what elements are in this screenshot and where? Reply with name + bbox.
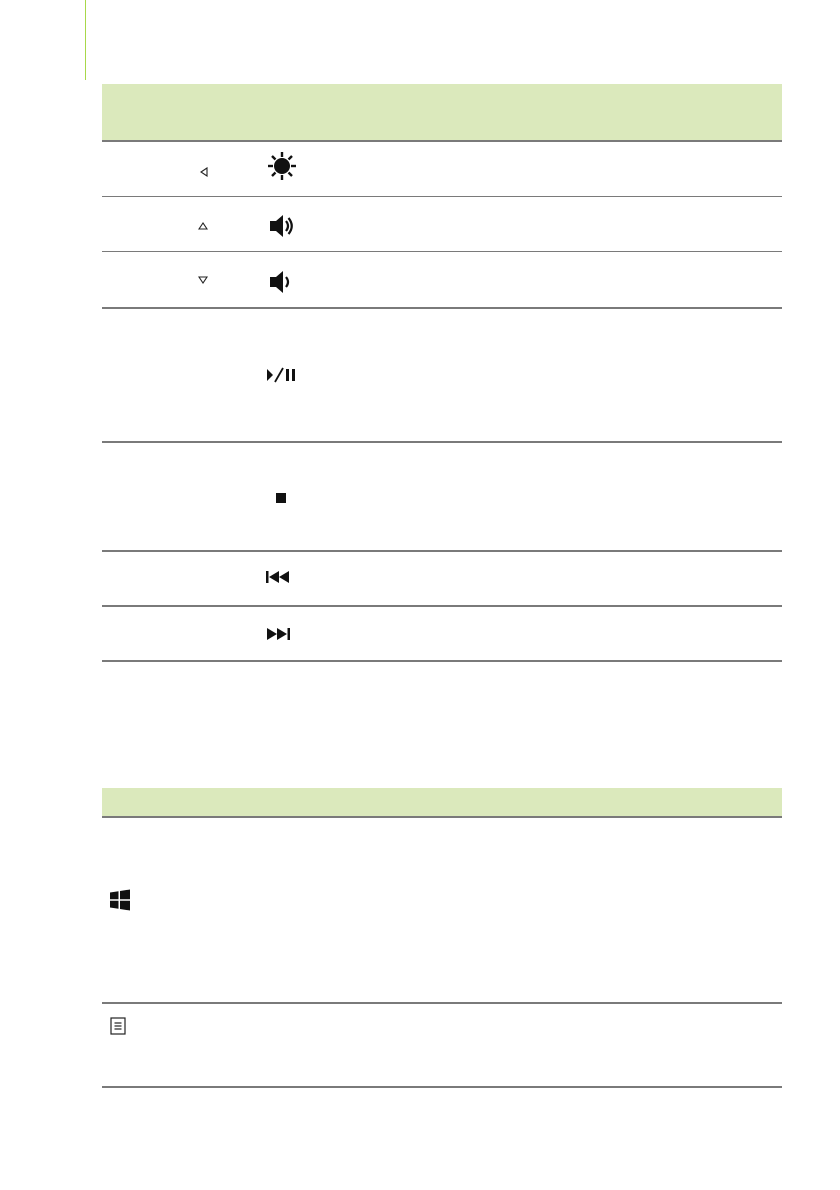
triangle-left-icon	[198, 166, 210, 178]
application-menu-icon	[108, 1015, 128, 1037]
table-bottom-rule	[102, 660, 782, 662]
hotkey-table	[102, 84, 782, 140]
row-rule	[102, 441, 782, 443]
triangle-down-icon	[196, 274, 210, 286]
row-rule	[102, 550, 782, 552]
row-rule	[102, 605, 782, 607]
row-rule	[102, 251, 782, 252]
volume-down-icon	[266, 267, 298, 297]
margin-accent-line	[85, 0, 86, 80]
triangle-up-icon	[196, 220, 210, 232]
stop-icon	[272, 489, 290, 507]
volume-up-icon	[266, 211, 298, 241]
row-rule	[102, 1002, 782, 1004]
windows-keys-table-header	[102, 788, 782, 816]
play-pause-icon	[262, 364, 302, 386]
windows-logo-icon	[108, 888, 132, 912]
next-track-icon	[262, 623, 302, 645]
brightness-sun-icon	[266, 150, 298, 182]
row-rule	[102, 196, 782, 197]
hotkey-table-header	[102, 84, 782, 140]
header-rule	[102, 140, 782, 142]
table-bottom-rule	[102, 1086, 782, 1088]
header-rule	[102, 816, 782, 818]
windows-keys-table	[102, 788, 782, 816]
row-rule	[102, 307, 782, 309]
previous-track-icon	[262, 566, 302, 588]
